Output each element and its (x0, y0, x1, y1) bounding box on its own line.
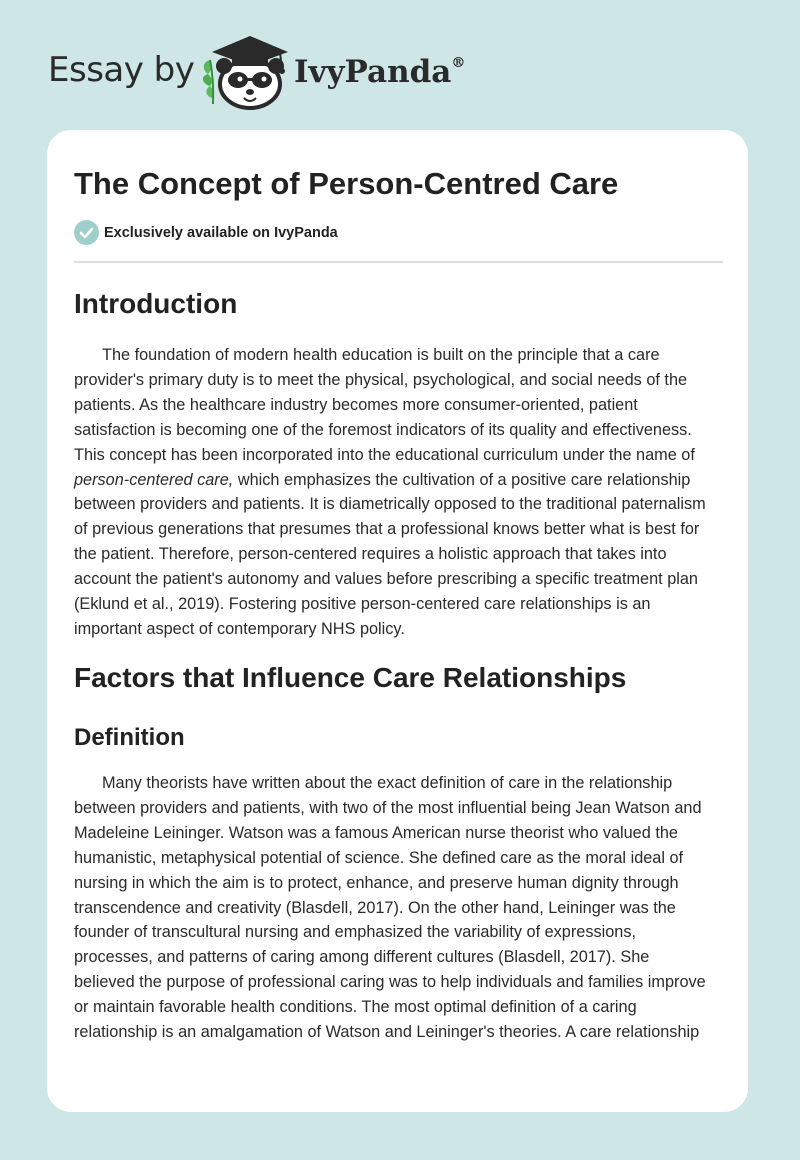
paragraph-introduction: The foundation of modern health education is built on the principle that a care provider's primary duty is to meet the physical, psychological, and social needs of the patients. As the healthcare industry becomes more consumer-oriented, patient satisfaction is becoming one of the foremost indicators of its quality and effectiveness. This concept has been incorporated into the educational curriculum under the name of person-centered care, which emphasizes the cultivation of a positive care relationship between providers and patients. It is diametrically opposed to the traditional paternalism of previous generations that presumes that a professional knows better what is best for the patient. Therefore, person-centered requires a holistic approach that takes into account the patient's autonomy and values before prescribing a specific treatment plan (Eklund et al., 2019). Fostering positive person-centered care relationships is an important aspect of contemporary NHS policy. (74, 346, 706, 638)
article-card (47, 130, 748, 1112)
italic-term: person-centered care, (74, 470, 234, 489)
section-heading-factors: Factors that Influence Care Relationships (74, 662, 627, 693)
article-title: The Concept of Person-Centred Care (74, 166, 619, 201)
exclusive-badge (74, 220, 338, 245)
essay-by-label: Essay by (48, 50, 195, 90)
site-header (0, 0, 800, 125)
section-heading-introduction: Introduction (74, 288, 238, 319)
brand-logo-text[interactable]: IvyPanda® (294, 54, 466, 90)
exclusive-badge-label: Exclusively available on IvyPanda (104, 224, 338, 241)
checkmark-icon (74, 220, 99, 245)
paragraph-definition: Many theorists have written about the exact definition of care in the relationship between providers and patients, with two of the most influential being Jean Watson and Madeleine Leininger. Watson was a famous American nurse theorist who valued the humanistic, metaphysical potential of science. She defined care as the moral ideal of nursing in which the aim is to protect, enhance, and preserve human dignity through transcendence and creativity (Blasdell, 2017). On the other hand, Leininger was the founder of transcultural nursing and emphasized the variability of expressions, processes, and patterns of caring among different cultures (Blasdell, 2017). She believed the purpose of professional caring was to help individuals and families improve or maintain favorable health conditions. The most optimal definition of a caring relationship is an amalgamation of Watson and Leininger's theories. A care relationship (74, 774, 706, 1042)
panda-graduate-icon[interactable] (200, 34, 292, 110)
title-divider (74, 261, 723, 263)
subheading-definition: Definition (74, 724, 185, 751)
